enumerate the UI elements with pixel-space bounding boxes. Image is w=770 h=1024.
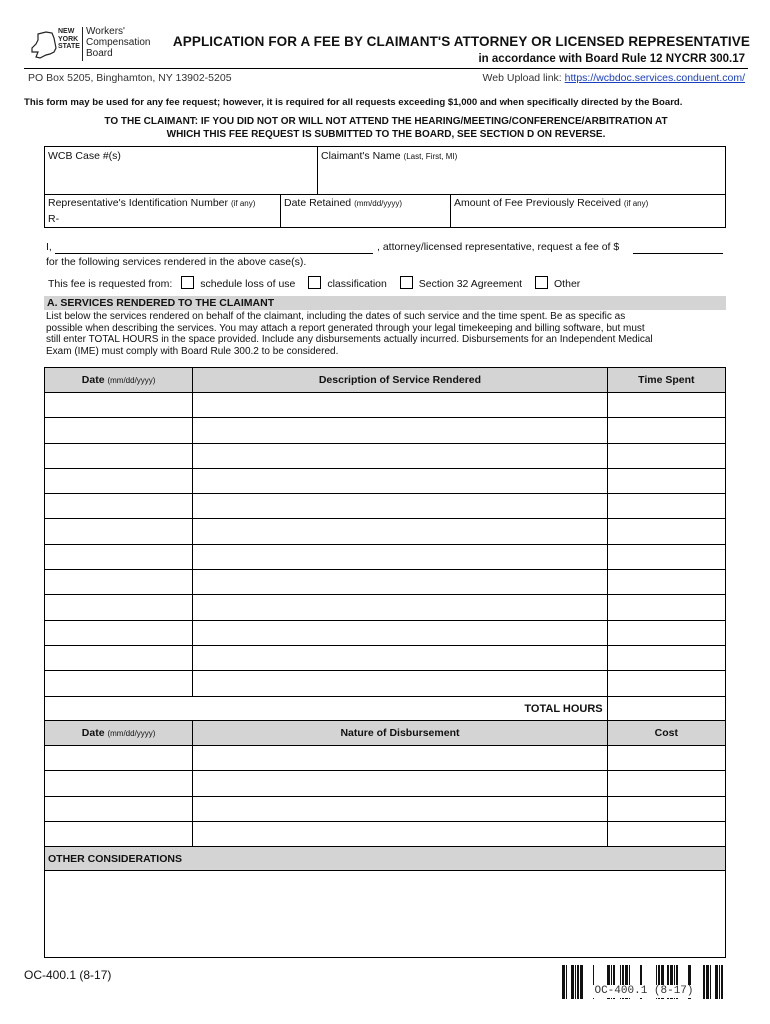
service-date-input[interactable] xyxy=(45,570,193,595)
service-desc-input[interactable] xyxy=(193,645,607,670)
service-desc-input[interactable] xyxy=(193,570,607,595)
service-time-input[interactable] xyxy=(607,468,725,493)
classification-option-label: classification xyxy=(327,278,387,290)
disb-header-row xyxy=(45,721,726,746)
service-desc-input[interactable] xyxy=(193,418,607,443)
service-desc-input[interactable] xyxy=(193,443,607,468)
sloa-option-label: schedule loss of use xyxy=(200,278,296,290)
web-upload-link[interactable]: https://wcbdoc.services.conduent.com/ xyxy=(564,72,745,84)
service-date-input[interactable] xyxy=(45,645,193,670)
service-row xyxy=(45,544,726,569)
total-hours-input[interactable] xyxy=(607,696,725,721)
case-number-label: WCB Case #(s) xyxy=(48,150,121,162)
case-info-box xyxy=(44,146,726,228)
service-date-input[interactable] xyxy=(45,595,193,620)
disbursement-row xyxy=(45,771,726,796)
disb-nature-input[interactable] xyxy=(193,746,607,771)
rep-id-label: Representative's Identification Number xyxy=(48,197,229,209)
disb-date-input[interactable] xyxy=(45,746,193,771)
prev-fee-label: Amount of Fee Previously Received xyxy=(454,197,621,209)
rep-id-hint: (if any) xyxy=(230,199,256,208)
service-time-input[interactable] xyxy=(607,393,725,418)
services-date-hint: (mm/dd/yyyy) xyxy=(107,376,156,385)
instruction-line-1: List below the services rendered on behalf of the claimant, including the dates of such service and the time spent. Be as specific as xyxy=(46,311,626,322)
disb-date-label: Date xyxy=(81,727,105,739)
fee-source-label: This fee is requested from: xyxy=(48,278,173,290)
total-hours-label: TOTAL HOURS xyxy=(524,702,603,715)
prev-fee-field[interactable] xyxy=(452,210,723,227)
sloa-checkbox[interactable] xyxy=(181,276,194,289)
section-a-title: A. SERVICES RENDERED TO THE CLAIMANT xyxy=(44,296,726,310)
service-desc-input[interactable] xyxy=(193,468,607,493)
service-time-input[interactable] xyxy=(607,595,725,620)
disbursement-table xyxy=(44,720,726,847)
service-desc-input[interactable] xyxy=(193,595,607,620)
service-desc-input[interactable] xyxy=(193,544,607,569)
nys-logo xyxy=(30,26,160,66)
form-subtitle: in accordance with Board Rule 12 NYCRR 300.17 xyxy=(478,53,745,65)
section32-option-label: Section 32 Agreement xyxy=(418,278,523,290)
service-row xyxy=(45,620,726,645)
logo-agency-line-2: Compensation xyxy=(86,37,151,48)
claimant-notice-1: TO THE CLAIMANT: IF YOU DID NOT OR WILL NOT ATTEND THE HEARING/MEETING/CONFERENCE/ARBITRATION AT xyxy=(104,116,668,127)
service-row xyxy=(45,519,726,544)
date-retained-hint: (mm/dd/yyyy) xyxy=(354,199,403,208)
claimant-name-field[interactable] xyxy=(319,165,723,193)
fee-source-row xyxy=(48,276,580,290)
services-desc-header: Description of Service Rendered xyxy=(193,368,607,393)
disb-cost-input[interactable] xyxy=(607,746,725,771)
barcode xyxy=(562,965,726,999)
service-row xyxy=(45,595,726,620)
other-considerations-box xyxy=(44,846,726,958)
logo-agency-line-1: Workers' xyxy=(86,26,125,37)
form-title: APPLICATION FOR A FEE BY CLAIMANT'S ATTORNEY OR LICENSED REPRESENTATIVE xyxy=(172,34,750,49)
date-retained-label: Date Retained xyxy=(284,197,352,209)
disbursement-row xyxy=(45,796,726,821)
fee-amount-field[interactable] xyxy=(633,240,723,254)
services-header-row xyxy=(45,368,726,393)
disb-cost-input[interactable] xyxy=(607,821,725,846)
service-row xyxy=(45,418,726,443)
mailing-address: PO Box 5205, Binghamton, NY 13902-5205 xyxy=(28,72,232,84)
web-upload xyxy=(420,72,745,84)
service-date-input[interactable] xyxy=(45,393,193,418)
disb-date-input[interactable] xyxy=(45,821,193,846)
other-considerations-label: OTHER CONSIDERATIONS xyxy=(45,847,725,871)
barcode-text: OC-400.1 (8-17) xyxy=(586,985,702,998)
total-hours-row xyxy=(45,696,726,721)
prev-fee-hint: (if any) xyxy=(623,199,649,208)
service-time-input[interactable] xyxy=(607,570,725,595)
service-time-input[interactable] xyxy=(607,443,725,468)
disb-cost-header: Cost xyxy=(607,721,725,746)
rep-id-field[interactable] xyxy=(61,210,276,227)
logo-state-line-2: YORK xyxy=(58,35,79,43)
instruction-line-3: still enter TOTAL HOURS in the space provided. Include any disbursements actually incurred. Disbursements for an Independent Medical xyxy=(46,334,653,346)
service-desc-input[interactable] xyxy=(193,519,607,544)
section-a-instructions xyxy=(46,311,726,357)
rep-id-prefix: R- xyxy=(48,213,60,225)
service-date-input[interactable] xyxy=(45,443,193,468)
service-date-input[interactable] xyxy=(45,544,193,569)
service-date-input[interactable] xyxy=(45,620,193,645)
logo-agency-line-3: Board xyxy=(86,48,113,59)
disb-nature-input[interactable] xyxy=(193,771,607,796)
disb-cost-input[interactable] xyxy=(607,796,725,821)
attorney-name-field[interactable] xyxy=(55,240,373,254)
other-considerations-field[interactable] xyxy=(45,871,725,957)
instruction-line-2: possible when describing the services. You may attach a report generated through your legal timekeeping and billing software, but must xyxy=(46,322,645,334)
prev-fee-header xyxy=(454,197,648,209)
service-row xyxy=(45,393,726,418)
total-hours-label-cell xyxy=(45,696,608,721)
request-i-label: I, xyxy=(46,241,52,253)
service-row xyxy=(45,570,726,595)
disb-date-input[interactable] xyxy=(45,796,193,821)
service-desc-input[interactable] xyxy=(193,620,607,645)
services-table xyxy=(44,367,726,722)
disb-date-header xyxy=(45,721,193,746)
disb-cost-input[interactable] xyxy=(607,771,725,796)
web-upload-label: Web Upload link: xyxy=(482,72,565,84)
service-date-input[interactable] xyxy=(45,671,193,696)
usage-notice: This form may be used for any fee request; however, it is required for all requests exceeding $1,000 and when specifically directed by the Board. xyxy=(24,97,683,108)
service-row xyxy=(45,468,726,493)
service-time-input[interactable] xyxy=(607,519,725,544)
service-time-input[interactable] xyxy=(607,645,725,670)
services-date-header xyxy=(45,368,193,393)
claimant-notice-2: WHICH THIS FEE REQUEST IS SUBMITTED TO THE BOARD, SEE SECTION D ON REVERSE. xyxy=(166,129,606,140)
service-row xyxy=(45,494,726,519)
disb-date-hint: (mm/dd/yyyy) xyxy=(107,729,156,738)
services-line: for the following services rendered in the above case(s). xyxy=(46,256,307,268)
service-time-input[interactable] xyxy=(607,494,725,519)
rep-id-header xyxy=(48,197,255,209)
service-date-input[interactable] xyxy=(45,519,193,544)
disbursement-row xyxy=(45,746,726,771)
disbursement-row xyxy=(45,821,726,846)
classification-checkbox[interactable] xyxy=(308,276,321,289)
case-number-field[interactable] xyxy=(47,165,315,193)
other-checkbox[interactable] xyxy=(535,276,548,289)
disb-date-input[interactable] xyxy=(45,771,193,796)
logo-state-line-1: NEW xyxy=(58,28,75,35)
attorney-request-text: , attorney/licensed representative, request a fee of $ xyxy=(377,241,620,253)
form-id: OC-400.1 (8-17) xyxy=(24,968,112,982)
claimant-name-hint: (Last, First, MI) xyxy=(403,152,458,161)
claimant-name-header xyxy=(321,150,457,162)
services-date-label: Date xyxy=(81,374,105,386)
services-time-header: Time Spent xyxy=(607,368,725,393)
service-time-input[interactable] xyxy=(607,620,725,645)
service-date-input[interactable] xyxy=(45,468,193,493)
service-time-input[interactable] xyxy=(607,544,725,569)
service-desc-input[interactable] xyxy=(193,393,607,418)
service-date-input[interactable] xyxy=(45,418,193,443)
logo-state-line-3: STATE xyxy=(58,43,80,50)
section32-checkbox[interactable] xyxy=(400,276,413,289)
instruction-line-4: Exam (IME) must comply with Board Rule 300.2 to be considered. xyxy=(46,345,339,357)
disb-nature-input[interactable] xyxy=(193,821,607,846)
disb-nature-input[interactable] xyxy=(193,796,607,821)
other-option-label: Other xyxy=(554,278,581,290)
header-rule xyxy=(24,68,748,69)
disb-nature-header: Nature of Disbursement xyxy=(193,721,607,746)
service-time-input[interactable] xyxy=(607,418,725,443)
claimant-name-label: Claimant's Name xyxy=(321,150,401,162)
service-desc-input[interactable] xyxy=(193,494,607,519)
service-desc-input[interactable] xyxy=(193,671,607,696)
date-retained-field[interactable] xyxy=(282,210,448,227)
service-time-input[interactable] xyxy=(607,671,725,696)
service-date-input[interactable] xyxy=(45,494,193,519)
service-row xyxy=(45,443,726,468)
service-row xyxy=(45,645,726,670)
service-row xyxy=(45,671,726,696)
date-retained-header xyxy=(284,197,402,209)
new-york-state-outline-icon xyxy=(30,30,60,60)
